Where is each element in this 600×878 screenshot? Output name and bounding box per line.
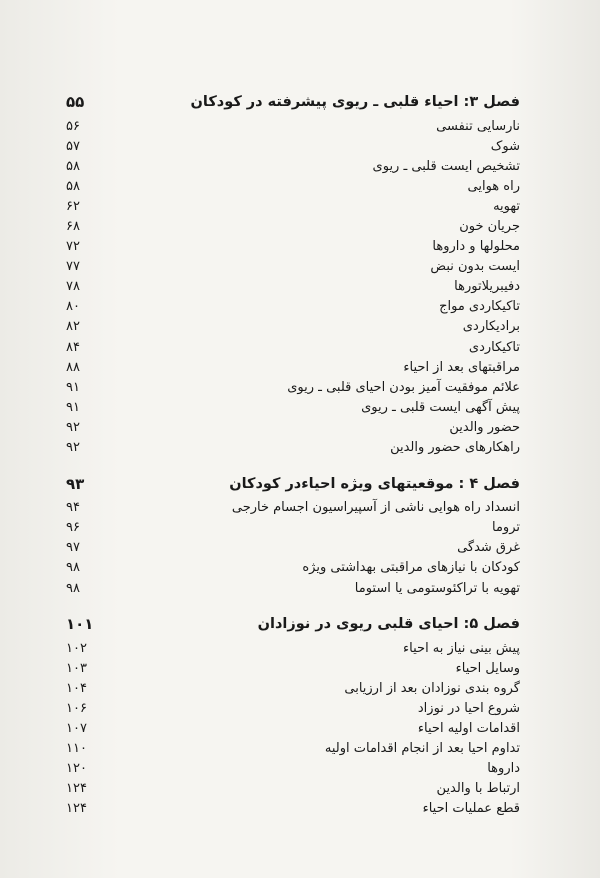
toc-entry <box>66 337 520 357</box>
toc-entry-page-number: ۵۷ <box>66 138 80 154</box>
toc-entry-page-number: ۹۸ <box>66 580 80 596</box>
toc-entry-title: تداوم احیا بعد از انجام اقدامات اولیه <box>324 741 520 757</box>
chapter-page-number: ۱۰۱ <box>66 615 94 634</box>
toc-entry-title: ایست بدون نبض <box>430 259 520 275</box>
toc-entry-page-number: ۷۷ <box>66 259 80 275</box>
chapter-title: فصل ۴ : موقعیتهای ویژه احیاءدر کودکان <box>229 475 520 492</box>
toc-entry <box>66 658 520 678</box>
toc-entry-page-number: ۶۸ <box>66 219 80 235</box>
toc-entry <box>66 538 520 558</box>
toc-entry-page-number: ۹۸ <box>66 560 80 576</box>
toc-entry <box>66 237 520 257</box>
toc-entry-title: حضور والدین <box>449 419 520 435</box>
toc-entry-page-number: ۵۶ <box>66 118 80 134</box>
toc-entry-page-number: ۶۲ <box>66 198 80 214</box>
toc-entry-page-number: ۵۸ <box>66 158 80 174</box>
chapter-heading <box>66 612 520 636</box>
toc-entry <box>66 357 520 377</box>
toc-entry <box>66 518 520 538</box>
toc-entry-page-number: ۱۰۲ <box>66 640 87 656</box>
toc-entry <box>66 377 520 397</box>
toc-entry-page-number: ۱۰۶ <box>66 700 87 716</box>
toc-entry <box>66 297 520 317</box>
toc-entry <box>66 196 520 216</box>
toc-entry-page-number: ۸۲ <box>66 319 80 335</box>
toc-entry-page-number: ۹۱ <box>66 399 80 415</box>
toc-entry <box>66 638 520 658</box>
toc-entry <box>66 397 520 417</box>
toc-entry-page-number: ۹۴ <box>66 500 80 516</box>
toc-entry-page-number: ۹۷ <box>66 540 80 556</box>
table-of-contents <box>66 90 520 833</box>
chapter-page-number: ۵۵ <box>66 93 85 111</box>
toc-entry-title: داروها <box>487 761 520 777</box>
toc-entry-title: شوک <box>490 138 520 154</box>
toc-entry <box>66 799 520 819</box>
toc-entry <box>66 718 520 738</box>
toc-entry-title: تاکیکاردی مواج <box>439 299 520 315</box>
toc-entry-title: تاکیکاردی <box>468 339 520 355</box>
toc-entry-title: جریان خون <box>459 219 520 235</box>
toc-entry-page-number: ۹۶ <box>66 520 80 536</box>
toc-entry-title: کودکان با نیازهای مراقبتی بهداشتی ویژه <box>302 560 520 576</box>
toc-entry-page-number: ۱۱۰ <box>66 741 87 757</box>
toc-entry-page-number: ۷۲ <box>66 239 80 255</box>
chapter-section <box>66 90 520 458</box>
toc-entry-title: پیش آگهی ایست قلبی ـ ریوی <box>361 399 520 415</box>
toc-entry <box>66 257 520 277</box>
toc-entry-title: پیش بینی نیاز به احیاء <box>403 640 520 656</box>
toc-entry-title: برادیکاردی <box>462 319 520 335</box>
toc-entry-page-number: ۱۲۰ <box>66 761 87 777</box>
toc-entry-page-number: ۱۰۳ <box>66 660 87 676</box>
toc-entry-page-number: ۱۲۴ <box>66 781 87 797</box>
toc-entry-page-number: ۸۴ <box>66 339 80 355</box>
chapter-heading <box>66 472 520 496</box>
toc-entry-title: تشخیص ایست قلبی ـ ریوی <box>372 158 520 174</box>
toc-entry-page-number: ۱۰۷ <box>66 720 87 736</box>
toc-entry-title: انسداد راه هوایی ناشی از آسپیراسیون اجسام خارجی <box>231 500 520 516</box>
toc-entry-title: دفیبریلاتورها <box>454 279 520 295</box>
toc-entry-title: راهکارهای حضور والدین <box>390 440 520 456</box>
toc-entry <box>66 698 520 718</box>
toc-entry-title: قطع عملیات احیاء <box>422 801 520 817</box>
toc-entry-title: مراقبتهای بعد از احیاء <box>403 359 520 375</box>
chapter-section <box>66 472 520 598</box>
toc-entry <box>66 779 520 799</box>
toc-entry <box>66 759 520 779</box>
toc-entry <box>66 558 520 578</box>
toc-entry <box>66 317 520 337</box>
toc-entry-title: شروع احیا در نوزاد <box>417 700 520 716</box>
toc-entry-title: وسایل احیاء <box>455 660 520 676</box>
toc-entry <box>66 438 520 458</box>
toc-entry-title: ارتباط با والدین <box>436 781 520 797</box>
toc-entry-title: اقدامات اولیه احیاء <box>417 720 520 736</box>
toc-entry-page-number: ۷۸ <box>66 279 80 295</box>
toc-entry-page-number: ۱۰۴ <box>66 680 87 696</box>
toc-entry-page-number: ۹۱ <box>66 379 80 395</box>
toc-entry-title: تروما <box>492 520 520 536</box>
toc-entry <box>66 417 520 437</box>
chapter-title: فصل ۵: احیای قلبی ریوی در نوزادان <box>257 616 520 633</box>
toc-entry-page-number: ۹۲ <box>66 419 80 435</box>
toc-entry-title: تهویه با تراکئوستومی یا استوما <box>354 580 520 596</box>
toc-entry-title: نارسایی تنفسی <box>436 118 520 134</box>
toc-entry-title: غرق شدگی <box>457 540 520 556</box>
toc-entry <box>66 156 520 176</box>
toc-entry-page-number: ۸۸ <box>66 359 80 375</box>
chapter-title: فصل ۳: احیاء قلبی ـ ریوی پیشرفته در کودکان <box>190 94 520 110</box>
toc-entry <box>66 739 520 759</box>
toc-entry-page-number: ۵۸ <box>66 178 80 194</box>
toc-entry <box>66 136 520 156</box>
toc-entry-title: راه هوایی <box>467 178 520 194</box>
toc-entry-title: گروه بندی نوزادان بعد از ارزیابی <box>344 680 520 696</box>
toc-entry <box>66 678 520 698</box>
chapter-heading <box>66 90 520 114</box>
toc-entry-page-number: ۱۲۴ <box>66 801 87 817</box>
chapter-section <box>66 612 520 819</box>
toc-entry <box>66 216 520 236</box>
toc-entry <box>66 176 520 196</box>
toc-entry-page-number: ۹۲ <box>66 440 80 456</box>
toc-entry-page-number: ۸۰ <box>66 299 80 315</box>
toc-entry-title: علائم موفقیت آمیز بودن احیای قلبی ـ ریوی <box>287 379 520 395</box>
toc-entry <box>66 277 520 297</box>
toc-entry-title: تهویه <box>493 198 520 214</box>
toc-entry <box>66 116 520 136</box>
toc-entry <box>66 578 520 598</box>
toc-entry-title: محلولها و داروها <box>432 239 520 255</box>
toc-entry <box>66 498 520 518</box>
chapter-page-number: ۹۳ <box>66 474 85 493</box>
